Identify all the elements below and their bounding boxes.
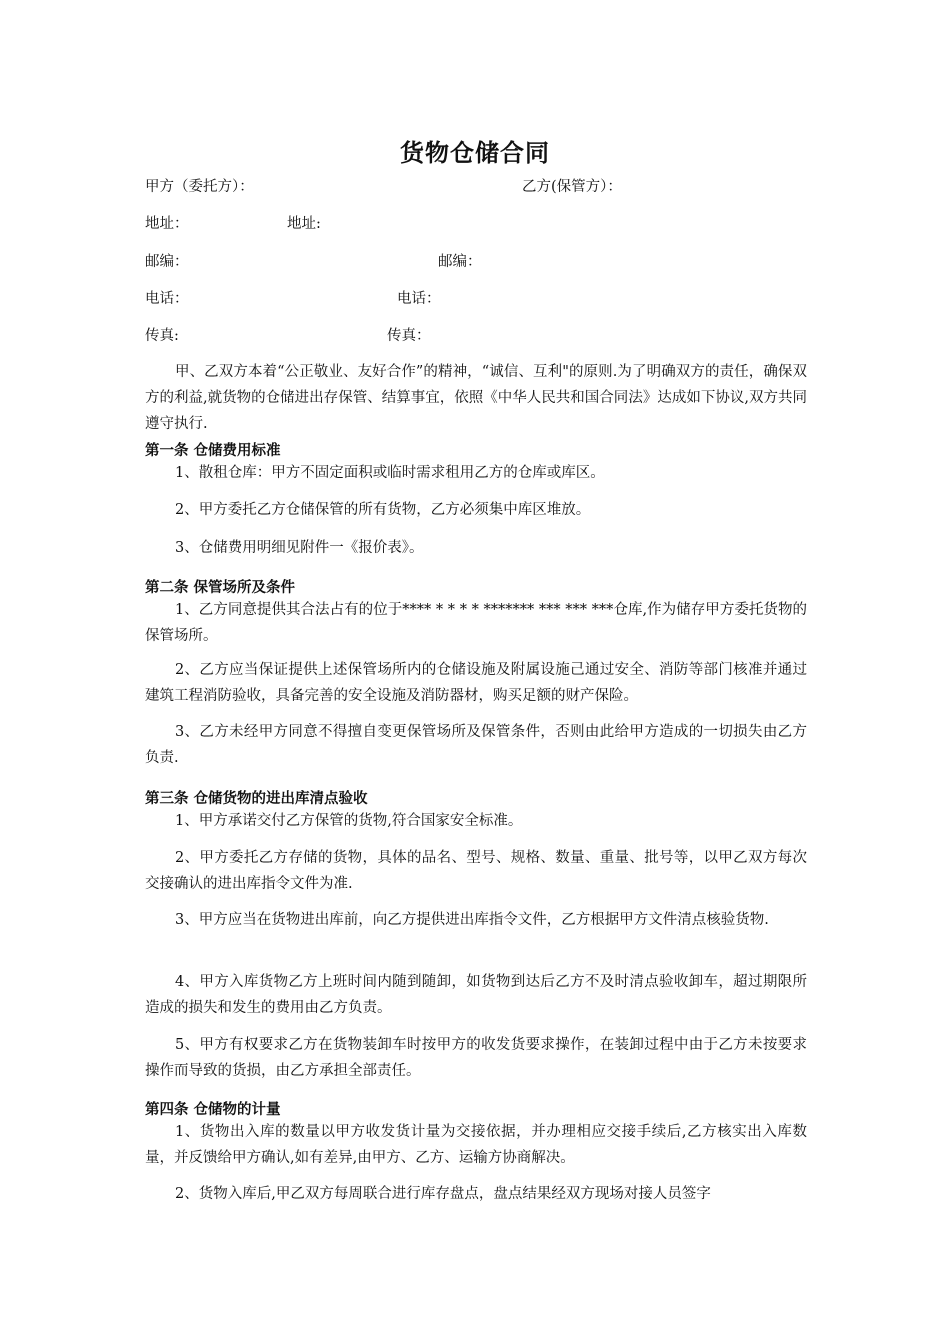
clause-paragraph: 1、货物出入库的数量以甲方收发货计量为交接依据，并办理相应交接手续后,乙方核实出入库数量，并反馈给甲方确认,如有差异,由甲方、乙方、运输方协商解决。 xyxy=(145,1124,807,1166)
party-b-phone: 电话： xyxy=(397,291,441,307)
section-heading: 第一条 仓储费用标准 xyxy=(145,443,281,459)
party-a-fax: 传真: xyxy=(145,328,179,344)
section-heading: 第二条 保管场所及条件 xyxy=(145,580,296,596)
clause-paragraph: 3、乙方未经甲方同意不得擅自变更保管场所及保管条件，否则由此给甲方造成的一切损失由乙方负责. xyxy=(145,724,807,766)
section-heading: 第四条 仓储物的计量 xyxy=(145,1102,281,1118)
document-title: 货物仓储合同 xyxy=(400,139,550,167)
clause-paragraph: 5、甲方有权要求乙方在货物装卸车时按甲方的收发货要求操作，在装卸过程中由于乙方未按要求操作而导致的货损，由乙方承担全部责任。 xyxy=(145,1037,807,1079)
party-a-address: 地址： xyxy=(145,216,189,232)
party-b-label: 乙方(保管方）： xyxy=(522,179,622,195)
clause-paragraph: 1、乙方同意提供其合法占有的位于**** * * * * ******* *** *** ***仓库,作为储存甲方委托货物的保管场所。 xyxy=(145,602,807,644)
party-b-postcode: 邮编： xyxy=(438,254,482,270)
party-a-postcode: 邮编： xyxy=(145,254,189,270)
party-a-label: 甲方（委托方）： xyxy=(145,179,254,195)
clause-paragraph: 3、仓储费用明细见附件一《报价表》。 xyxy=(175,540,424,556)
clause-paragraph: 1、甲方承诺交付乙方保管的货物,符合国家安全标准。 xyxy=(175,813,523,829)
clause-paragraph: 2、货物入库后,甲乙双方每周联合进行库存盘点，盘点结果经双方现场对接人员签字 xyxy=(175,1186,711,1202)
clause-paragraph: 4、甲方入库货物乙方上班时间内随到随卸，如货物到达后乙方不及时清点验收卸车，超过期限所造成的损失和发生的费用由乙方负责。 xyxy=(145,974,807,1016)
clause-paragraph: 1、散租仓库：甲方不固定面积或临时需求租用乙方的仓库或库区。 xyxy=(175,465,605,481)
clause-paragraph: 2、乙方应当保证提供上述保管场所内的仓储设施及附属设施己通过安全、消防等部门核准并通过建筑工程消防验收，具备完善的安全设施及消防器材，购买足额的财产保险。 xyxy=(145,662,807,704)
clause-paragraph: 3、甲方应当在货物进出库前，向乙方提供进出库指令文件，乙方根据甲方文件清点核验货物. xyxy=(175,912,769,928)
party-b-fax: 传真： xyxy=(387,328,431,344)
party-b-address: 地址: xyxy=(287,216,321,232)
preamble-paragraph: 甲、乙双方本着“公正敬业、友好合作”的精神，“诚信、互利"的原则.为了明确双方的责任，确保双方的利益,就货物的仓储进出存保管、结算事宜，依照《中华人民共和国合同法》达成如下协议,双方共同遵守执行. xyxy=(145,364,807,432)
clause-paragraph: 2、甲方委托乙方存储的货物，具体的品名、型号、规格、数量、重量、批号等，以甲乙双方每次交接确认的进出库指令文件为准. xyxy=(145,850,807,892)
clause-paragraph: 2、甲方委托乙方仓储保管的所有货物，乙方必须集中库区堆放。 xyxy=(175,502,591,518)
section-heading: 第三条 仓储货物的进出库清点验收 xyxy=(145,791,368,807)
party-a-phone: 电话： xyxy=(145,291,189,307)
